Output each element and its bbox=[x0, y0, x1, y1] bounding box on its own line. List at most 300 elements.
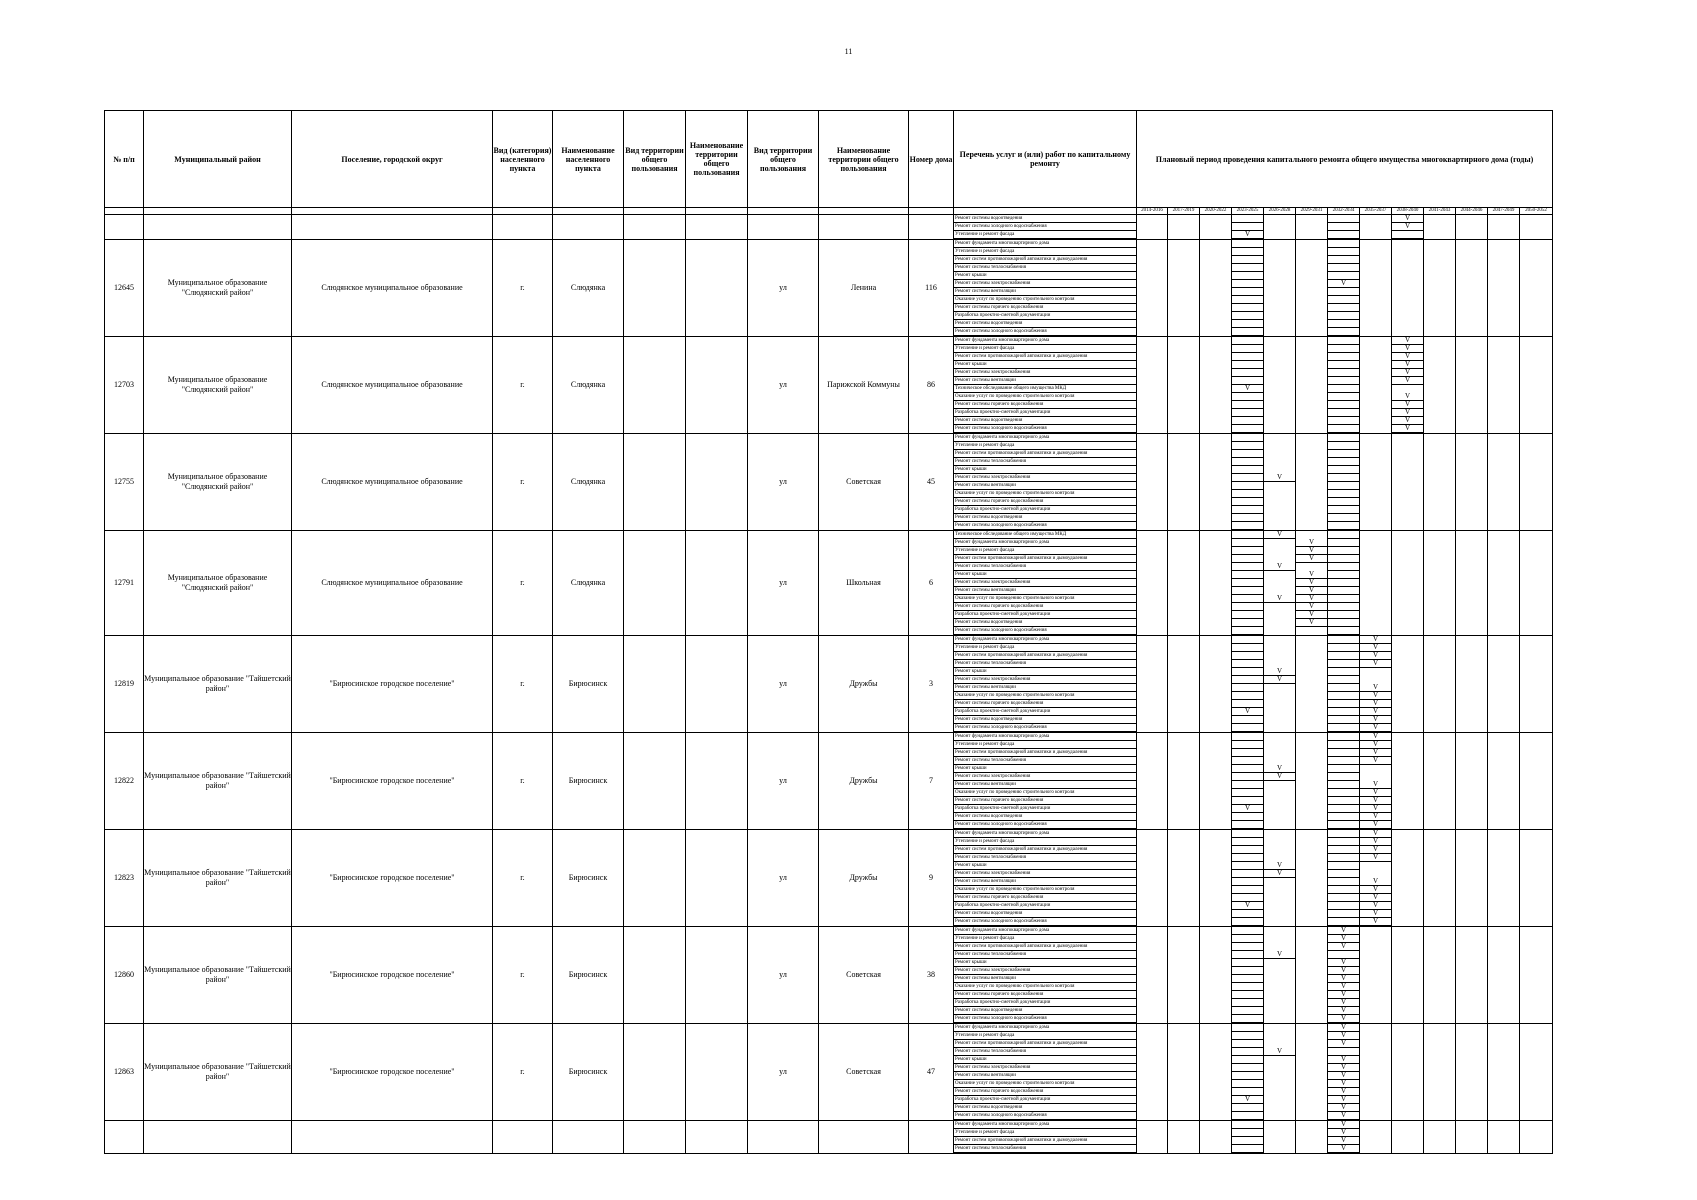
check-mark: V bbox=[1360, 918, 1391, 926]
schedule-slot bbox=[1200, 393, 1231, 401]
schedule-slot bbox=[1488, 1056, 1519, 1064]
schedule-slot bbox=[1232, 539, 1263, 547]
schedule-slot bbox=[1264, 935, 1295, 943]
schedule-slot bbox=[1360, 1007, 1391, 1015]
schedule-slot bbox=[1137, 773, 1167, 781]
schedule-slot bbox=[1232, 434, 1263, 442]
schedule-slot bbox=[1232, 1080, 1263, 1088]
schedule-slot bbox=[1137, 1129, 1167, 1137]
schedule-slot bbox=[1200, 967, 1231, 975]
schedule-slot bbox=[1200, 458, 1231, 466]
schedule-slot bbox=[1168, 1056, 1199, 1064]
schedule-slot bbox=[1168, 627, 1199, 635]
schedule-slot bbox=[1232, 328, 1263, 336]
schedule-slot bbox=[1392, 627, 1423, 635]
schedule-slot bbox=[1488, 563, 1519, 571]
schedule-slot bbox=[1296, 773, 1327, 781]
schedule-slot bbox=[1488, 434, 1519, 442]
schedule-slot bbox=[1456, 652, 1487, 660]
schedule-slot bbox=[1168, 611, 1199, 619]
schedule-slot bbox=[1392, 1040, 1423, 1048]
work-item: Утепление и ремонт фасада bbox=[954, 442, 1136, 450]
schedule-slot bbox=[1456, 1032, 1487, 1040]
schedule-slot bbox=[1424, 749, 1455, 757]
schedule-slot bbox=[1456, 458, 1487, 466]
schedule-slot bbox=[1264, 361, 1295, 369]
schedule-slot bbox=[1392, 935, 1423, 943]
schedule-slot bbox=[1264, 700, 1295, 708]
schedule-slot bbox=[1296, 458, 1327, 466]
schedule-slot bbox=[1137, 603, 1167, 611]
schedule-slot bbox=[1520, 337, 1552, 345]
schedule-slot bbox=[1168, 838, 1199, 846]
schedule-slot bbox=[1520, 1056, 1552, 1064]
schedule-slot bbox=[1168, 854, 1199, 862]
schedule-slot bbox=[1456, 862, 1487, 870]
schedule-slot bbox=[1232, 1137, 1263, 1145]
street-type-cell bbox=[748, 1121, 819, 1154]
schedule-slot bbox=[1456, 733, 1487, 741]
schedule-slot bbox=[1488, 983, 1519, 991]
schedule-slot bbox=[1424, 434, 1455, 442]
locality-name-cell: Бирюсинск bbox=[553, 927, 624, 1024]
schedule-cell bbox=[1360, 215, 1392, 240]
schedule-slot bbox=[1456, 991, 1487, 999]
schedule-slot bbox=[1137, 522, 1167, 530]
schedule-cell bbox=[1137, 337, 1168, 434]
schedule-slot bbox=[1424, 482, 1455, 490]
schedule-slot bbox=[1360, 587, 1391, 595]
schedule-slot bbox=[1168, 345, 1199, 353]
schedule-slot bbox=[1520, 975, 1552, 983]
schedule-slot bbox=[1264, 927, 1295, 935]
schedule-slot bbox=[1137, 805, 1167, 813]
street-type-cell: ул bbox=[748, 240, 819, 337]
schedule-slot bbox=[1137, 288, 1167, 296]
schedule-slot bbox=[1360, 498, 1391, 506]
schedule-slot bbox=[1520, 409, 1552, 417]
schedule-cell bbox=[1264, 1121, 1296, 1154]
schedule-slot bbox=[1456, 886, 1487, 894]
schedule-cell bbox=[1137, 927, 1168, 1024]
schedule-slot bbox=[1360, 1072, 1391, 1080]
schedule-cell bbox=[1424, 240, 1456, 337]
schedule-slot bbox=[1168, 231, 1199, 239]
territory-type-cell bbox=[624, 240, 686, 337]
work-item: Ремонт системы горячего водоснабжения bbox=[954, 498, 1136, 506]
schedule-cell bbox=[1264, 1024, 1296, 1121]
schedule-slot bbox=[1200, 466, 1231, 474]
schedule-slot bbox=[1456, 1129, 1487, 1137]
schedule-slot bbox=[1232, 927, 1263, 935]
schedule-slot bbox=[1137, 1145, 1167, 1153]
schedule-slot bbox=[1296, 830, 1327, 838]
schedule-slot bbox=[1328, 474, 1359, 482]
schedule-slot bbox=[1296, 1024, 1327, 1032]
schedule-slot bbox=[1264, 878, 1295, 886]
schedule-slot bbox=[1456, 741, 1487, 749]
schedule-slot bbox=[1200, 716, 1231, 724]
work-item: Ремонт системы теплоснабжения bbox=[954, 1048, 1136, 1056]
schedule-slot bbox=[1392, 708, 1423, 716]
schedule-slot bbox=[1200, 684, 1231, 692]
schedule-slot bbox=[1296, 264, 1327, 272]
check-mark: V bbox=[1392, 337, 1423, 345]
schedule-slot bbox=[1392, 652, 1423, 660]
schedule-slot bbox=[1232, 514, 1263, 522]
schedule-slot bbox=[1360, 595, 1391, 603]
schedule-slot bbox=[1424, 522, 1455, 530]
schedule-slot bbox=[1392, 458, 1423, 466]
schedule-slot bbox=[1137, 498, 1167, 506]
schedule-slot bbox=[1392, 587, 1423, 595]
schedule-slot bbox=[1424, 579, 1455, 587]
schedule-slot bbox=[1488, 1040, 1519, 1048]
schedule-slot bbox=[1360, 1056, 1391, 1064]
schedule-slot bbox=[1264, 539, 1295, 547]
schedule-slot bbox=[1328, 603, 1359, 611]
work-item: Ремонт системы электроснабжения bbox=[954, 579, 1136, 587]
schedule-slot bbox=[1168, 425, 1199, 433]
schedule-slot bbox=[1296, 660, 1327, 668]
schedule-slot bbox=[1328, 684, 1359, 692]
schedule-slot bbox=[1296, 1112, 1327, 1120]
schedule-slot bbox=[1488, 353, 1519, 361]
schedule-slot bbox=[1232, 959, 1263, 967]
schedule-slot bbox=[1456, 579, 1487, 587]
schedule-slot bbox=[1200, 870, 1231, 878]
schedule-slot bbox=[1456, 821, 1487, 829]
schedule-slot bbox=[1488, 1137, 1519, 1145]
schedule-slot bbox=[1296, 522, 1327, 530]
schedule-cell bbox=[1456, 636, 1488, 733]
schedule-slot bbox=[1488, 240, 1519, 248]
schedule-slot bbox=[1456, 425, 1487, 433]
schedule-slot bbox=[1392, 902, 1423, 910]
schedule-cell bbox=[1137, 434, 1168, 531]
schedule-slot bbox=[1488, 781, 1519, 789]
schedule-slot bbox=[1200, 353, 1231, 361]
schedule-slot bbox=[1232, 312, 1263, 320]
schedule-cell bbox=[1392, 1024, 1424, 1121]
schedule-slot bbox=[1264, 733, 1295, 741]
schedule-slot bbox=[1200, 1080, 1231, 1088]
schedule-slot bbox=[1360, 571, 1391, 579]
schedule-slot bbox=[1456, 1096, 1487, 1104]
schedule-slot bbox=[1392, 765, 1423, 773]
schedule-slot bbox=[1168, 603, 1199, 611]
schedule-slot bbox=[1232, 1064, 1263, 1072]
schedule-slot bbox=[1392, 886, 1423, 894]
schedule-slot bbox=[1200, 369, 1231, 377]
schedule-slot bbox=[1488, 587, 1519, 595]
schedule-slot bbox=[1520, 1096, 1552, 1104]
work-item: Ремонт крыши bbox=[954, 765, 1136, 773]
schedule-slot bbox=[1168, 943, 1199, 951]
schedule-slot bbox=[1520, 927, 1552, 935]
check-mark: V bbox=[1232, 231, 1263, 239]
schedule-slot bbox=[1264, 1056, 1295, 1064]
schedule-slot bbox=[1456, 1007, 1487, 1015]
check-mark: V bbox=[1328, 975, 1359, 983]
district-cell: Муниципальное образование "Тайшетский район" bbox=[144, 830, 292, 927]
schedule-slot bbox=[1328, 442, 1359, 450]
schedule-slot bbox=[1264, 692, 1295, 700]
schedule-slot bbox=[1232, 256, 1263, 264]
schedule-slot bbox=[1328, 514, 1359, 522]
schedule-slot bbox=[1392, 611, 1423, 619]
schedule-slot bbox=[1264, 240, 1295, 248]
schedule-slot bbox=[1392, 959, 1423, 967]
schedule-slot bbox=[1264, 442, 1295, 450]
street-type-cell: ул bbox=[748, 337, 819, 434]
work-item: Ремонт системы горячего водоснабжения bbox=[954, 401, 1136, 409]
schedule-slot bbox=[1424, 943, 1455, 951]
schedule-slot bbox=[1232, 353, 1263, 361]
schedule-slot bbox=[1168, 927, 1199, 935]
schedule-slot bbox=[1360, 603, 1391, 611]
check-mark: V bbox=[1328, 1007, 1359, 1015]
schedule-slot bbox=[1424, 506, 1455, 514]
street-name-cell bbox=[819, 1121, 909, 1154]
schedule-slot bbox=[1200, 700, 1231, 708]
locality-name-cell: Слюдянка bbox=[553, 531, 624, 636]
schedule-slot bbox=[1264, 393, 1295, 401]
schedule-slot bbox=[1456, 1048, 1487, 1056]
schedule-slot bbox=[1200, 757, 1231, 765]
table-row bbox=[105, 636, 1553, 733]
schedule-slot bbox=[1520, 684, 1552, 692]
locality-type-cell bbox=[493, 215, 553, 240]
schedule-slot bbox=[1232, 417, 1263, 425]
work-item: Ремонт систем противопожарной автоматики и дымоудаления bbox=[954, 749, 1136, 757]
schedule-slot bbox=[1424, 547, 1455, 555]
work-item: Ремонт систем противопожарной автоматики и дымоудаления bbox=[954, 943, 1136, 951]
schedule-slot bbox=[1137, 1032, 1167, 1040]
schedule-slot bbox=[1424, 660, 1455, 668]
schedule-slot bbox=[1200, 918, 1231, 926]
schedule-slot bbox=[1424, 409, 1455, 417]
schedule-slot bbox=[1264, 231, 1295, 239]
schedule-slot bbox=[1264, 1007, 1295, 1015]
schedule-cell bbox=[1168, 215, 1200, 240]
schedule-slot bbox=[1520, 1088, 1552, 1096]
schedule-slot bbox=[1296, 636, 1327, 644]
schedule-slot bbox=[1456, 636, 1487, 644]
schedule-slot bbox=[1360, 288, 1391, 296]
schedule-slot bbox=[1488, 288, 1519, 296]
year-cell: 2044-2046 bbox=[1456, 208, 1488, 215]
schedule-slot bbox=[1456, 450, 1487, 458]
schedule-slot bbox=[1360, 1064, 1391, 1072]
work-item: Ремонт системы горячего водоснабжения bbox=[954, 894, 1136, 902]
schedule-slot bbox=[1264, 967, 1295, 975]
schedule-slot bbox=[1520, 296, 1552, 304]
schedule-slot bbox=[1488, 733, 1519, 741]
schedule-slot bbox=[1168, 296, 1199, 304]
schedule-slot bbox=[1168, 757, 1199, 765]
schedule-slot bbox=[1168, 369, 1199, 377]
schedule-slot bbox=[1232, 442, 1263, 450]
schedule-cell bbox=[1424, 636, 1456, 733]
schedule-slot bbox=[1424, 240, 1455, 248]
schedule-cell bbox=[1168, 240, 1200, 337]
schedule-slot bbox=[1137, 490, 1167, 498]
schedule-slot bbox=[1424, 813, 1455, 821]
schedule-slot bbox=[1232, 692, 1263, 700]
schedule-slot bbox=[1232, 458, 1263, 466]
schedule-slot bbox=[1264, 1064, 1295, 1072]
work-item: Ремонт крыши bbox=[954, 668, 1136, 676]
schedule-slot bbox=[1168, 563, 1199, 571]
schedule-slot bbox=[1168, 361, 1199, 369]
street-type-cell: ул bbox=[748, 531, 819, 636]
schedule-slot bbox=[1520, 999, 1552, 1007]
work-item: Разработка проектно-сметной документации bbox=[954, 312, 1136, 320]
schedule-slot bbox=[1328, 256, 1359, 264]
schedule-slot bbox=[1296, 700, 1327, 708]
house-number-cell: 116 bbox=[909, 240, 954, 337]
schedule-slot bbox=[1168, 587, 1199, 595]
schedule-cell bbox=[1137, 240, 1168, 337]
work-item: Ремонт систем противопожарной автоматики и дымоудаления bbox=[954, 353, 1136, 361]
schedule-slot bbox=[1424, 417, 1455, 425]
schedule-slot bbox=[1200, 821, 1231, 829]
schedule-slot bbox=[1232, 741, 1263, 749]
work-item: Ремонт системы электроснабжения bbox=[954, 280, 1136, 288]
schedule-cell bbox=[1168, 733, 1200, 830]
schedule-slot bbox=[1137, 902, 1167, 910]
locality-name-cell: Бирюсинск bbox=[553, 1024, 624, 1121]
schedule-slot bbox=[1456, 967, 1487, 975]
schedule-slot bbox=[1200, 644, 1231, 652]
street-name-cell bbox=[819, 215, 909, 240]
schedule-slot bbox=[1264, 1121, 1295, 1129]
schedule-slot bbox=[1456, 587, 1487, 595]
schedule-slot bbox=[1168, 1048, 1199, 1056]
schedule-slot bbox=[1328, 531, 1359, 539]
schedule-slot bbox=[1232, 733, 1263, 741]
schedule-slot bbox=[1168, 918, 1199, 926]
schedule-slot bbox=[1200, 902, 1231, 910]
schedule-slot bbox=[1200, 288, 1231, 296]
territory-type-cell bbox=[624, 636, 686, 733]
work-item: Ремонт крыши bbox=[954, 571, 1136, 579]
schedule-cell bbox=[1424, 531, 1456, 636]
schedule-slot bbox=[1137, 345, 1167, 353]
house-number-cell: 86 bbox=[909, 337, 954, 434]
schedule-slot bbox=[1232, 813, 1263, 821]
schedule-slot bbox=[1360, 223, 1391, 231]
schedule-slot bbox=[1488, 838, 1519, 846]
work-item: Ремонт системы горячего водоснабжения bbox=[954, 797, 1136, 805]
schedule-slot bbox=[1456, 910, 1487, 918]
schedule-slot bbox=[1392, 466, 1423, 474]
schedule-slot bbox=[1392, 531, 1423, 539]
schedule-slot bbox=[1424, 231, 1455, 239]
schedule-cell bbox=[1200, 531, 1232, 636]
schedule-slot bbox=[1232, 506, 1263, 514]
schedule-slot bbox=[1137, 967, 1167, 975]
schedule-slot bbox=[1456, 466, 1487, 474]
schedule-slot bbox=[1200, 741, 1231, 749]
schedule-slot bbox=[1392, 312, 1423, 320]
schedule-slot bbox=[1232, 749, 1263, 757]
schedule-slot bbox=[1264, 636, 1295, 644]
schedule-cell bbox=[1200, 927, 1232, 1024]
schedule-slot bbox=[1520, 741, 1552, 749]
schedule-slot bbox=[1232, 1032, 1263, 1040]
schedule-slot bbox=[1264, 434, 1295, 442]
schedule-slot bbox=[1264, 910, 1295, 918]
schedule-slot bbox=[1168, 644, 1199, 652]
schedule-slot bbox=[1520, 886, 1552, 894]
schedule-slot bbox=[1520, 361, 1552, 369]
schedule-slot bbox=[1200, 587, 1231, 595]
schedule-slot bbox=[1456, 676, 1487, 684]
schedule-slot bbox=[1137, 636, 1167, 644]
schedule-slot bbox=[1488, 1129, 1519, 1137]
schedule-slot bbox=[1424, 846, 1455, 854]
schedule-slot bbox=[1328, 361, 1359, 369]
schedule-slot bbox=[1168, 579, 1199, 587]
schedule-slot bbox=[1264, 846, 1295, 854]
schedule-slot bbox=[1232, 304, 1263, 312]
check-mark: V bbox=[1328, 1024, 1359, 1032]
schedule-slot bbox=[1296, 813, 1327, 821]
schedule-slot bbox=[1137, 264, 1167, 272]
check-mark: V bbox=[1392, 409, 1423, 417]
schedule-slot bbox=[1456, 943, 1487, 951]
schedule-slot bbox=[1296, 409, 1327, 417]
schedule-slot bbox=[1424, 1015, 1455, 1023]
schedule-slot bbox=[1232, 587, 1263, 595]
schedule-slot bbox=[1137, 983, 1167, 991]
schedule-slot bbox=[1392, 757, 1423, 765]
table-row bbox=[105, 337, 1553, 434]
schedule-slot bbox=[1137, 692, 1167, 700]
schedule-slot bbox=[1424, 539, 1455, 547]
schedule-slot bbox=[1360, 1121, 1391, 1129]
schedule-slot bbox=[1424, 345, 1455, 353]
schedule-slot bbox=[1232, 943, 1263, 951]
schedule-slot bbox=[1392, 1121, 1423, 1129]
schedule-cell bbox=[1168, 636, 1200, 733]
schedule-slot bbox=[1456, 215, 1487, 223]
capital-repair-table bbox=[104, 110, 1553, 1154]
schedule-slot bbox=[1424, 1080, 1455, 1088]
schedule-slot bbox=[1232, 652, 1263, 660]
schedule-slot bbox=[1424, 223, 1455, 231]
schedule-slot bbox=[1456, 531, 1487, 539]
schedule-slot bbox=[1392, 619, 1423, 627]
schedule-slot bbox=[1392, 450, 1423, 458]
schedule-slot bbox=[1232, 789, 1263, 797]
check-mark: V bbox=[1360, 789, 1391, 797]
schedule-slot bbox=[1296, 1080, 1327, 1088]
schedule-slot bbox=[1137, 417, 1167, 425]
schedule-slot bbox=[1232, 1129, 1263, 1137]
street-name-cell: Парижской Коммуны bbox=[819, 337, 909, 434]
work-item: Ремонт системы электроснабжения bbox=[954, 676, 1136, 684]
schedule-slot bbox=[1328, 288, 1359, 296]
schedule-slot bbox=[1424, 757, 1455, 765]
schedule-slot bbox=[1264, 619, 1295, 627]
schedule-slot bbox=[1264, 345, 1295, 353]
settlement-cell bbox=[292, 215, 493, 240]
schedule-slot bbox=[1137, 830, 1167, 838]
schedule-slot bbox=[1200, 555, 1231, 563]
